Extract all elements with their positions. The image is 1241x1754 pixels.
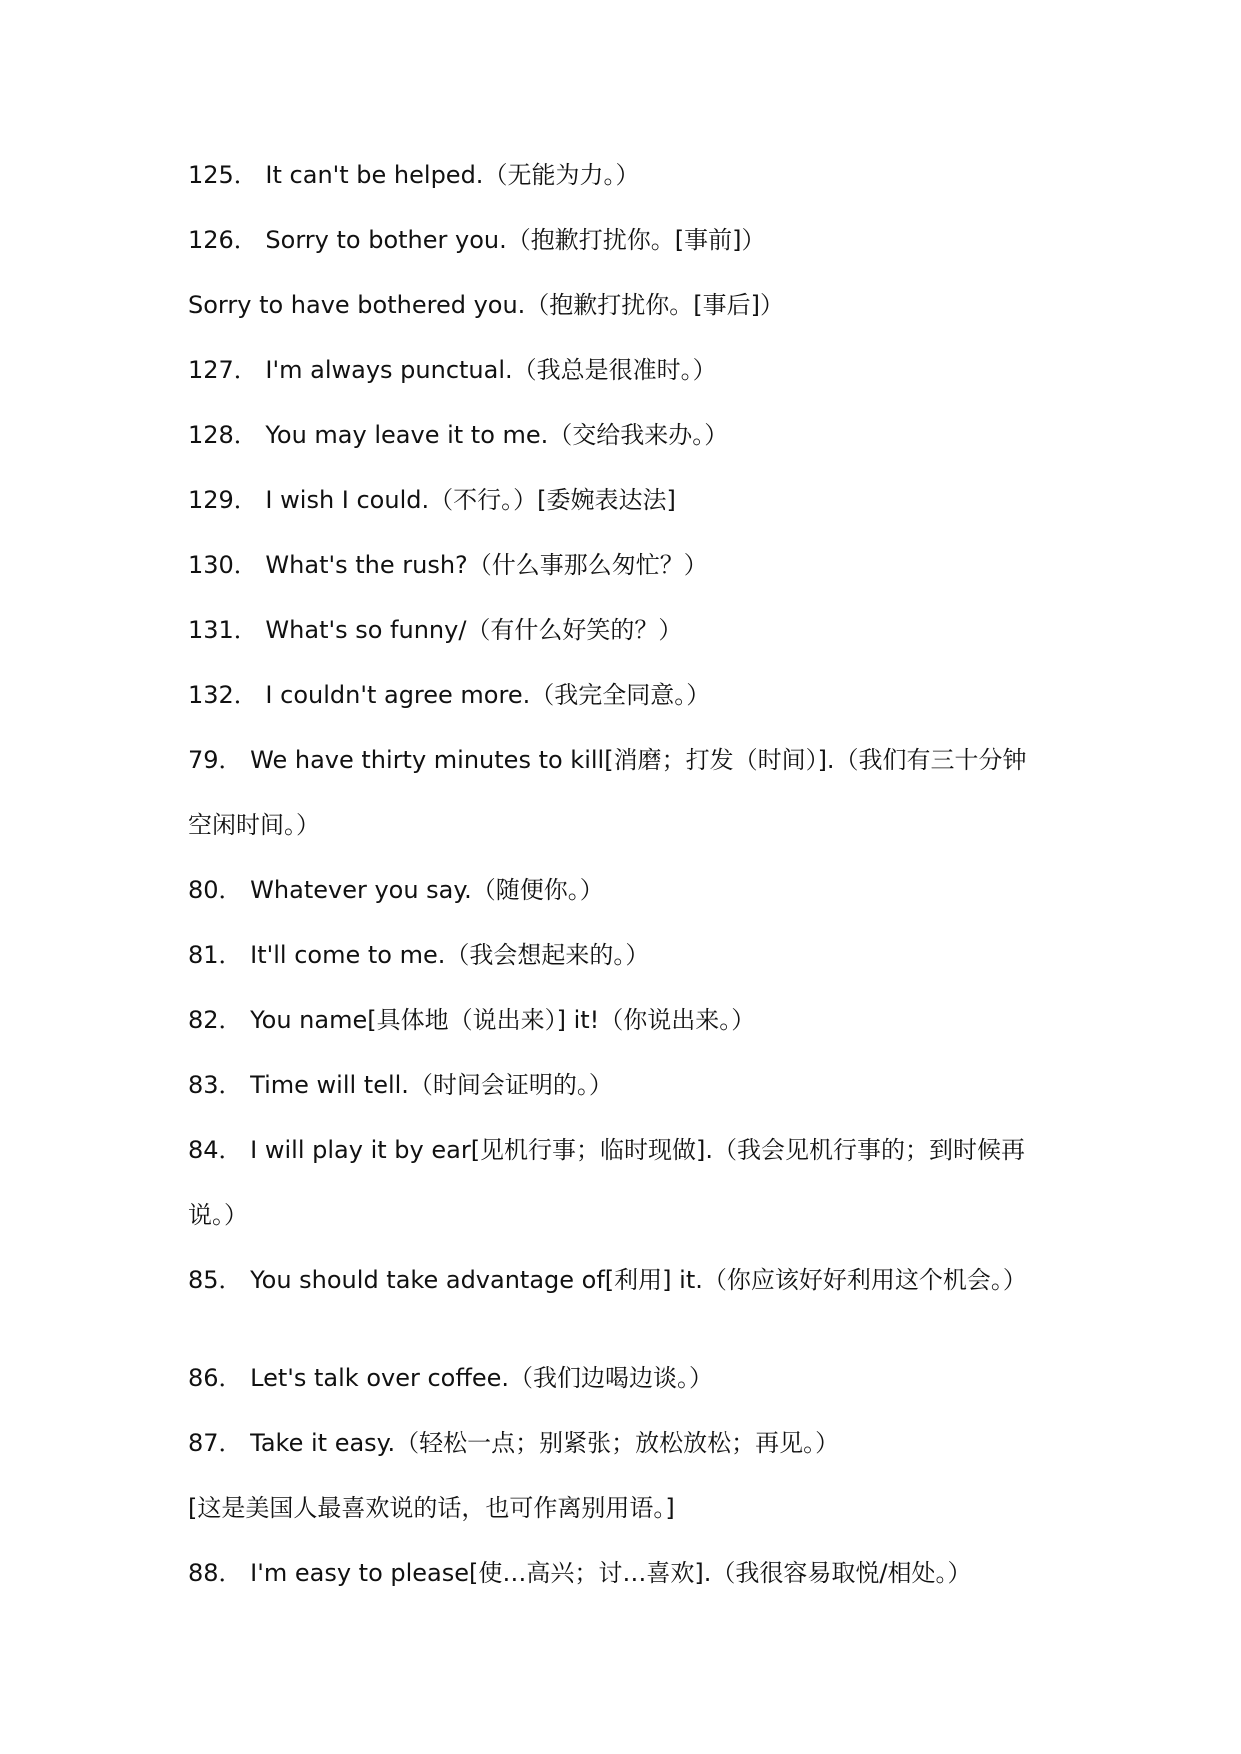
phrase-line-130: 130． What's the rush?（什么事那么匆忙？） <box>188 551 708 579</box>
phrase-line-128: 128． You may leave it to me.（交给我来办。） <box>188 421 729 449</box>
phrase-line-82: 82． You name[具体地（说出来）] it!（你说出来。） <box>188 1006 756 1034</box>
phrase-list <box>188 160 1068 1623</box>
phrase-line-131: 131． What's so funny/（有什么好笑的？） <box>188 616 683 644</box>
phrase-line-84-cont: 说。） <box>188 1201 248 1229</box>
phrase-line-85: 85． You should take advantage of[利用] it.（你应该好好利用这个机会。） <box>188 1266 1027 1294</box>
phrase-line-127: 127． I'm always punctual.（我总是很准时。） <box>188 356 717 384</box>
phrase-line-126-alt: Sorry to have bothered you.（抱歉打扰你。[事后]） <box>188 291 785 319</box>
phrase-line-125: 125． It can't be helped.（无能为力。） <box>188 161 640 189</box>
phrase-line-129: 129． I wish I could.（不行。）[委婉表达法] <box>188 486 676 514</box>
phrase-line-126: 126． Sorry to bother you.（抱歉打扰你。[事前]） <box>188 226 766 254</box>
phrase-line-86: 86． Let's talk over coffee.（我们边喝边谈。） <box>188 1364 714 1392</box>
phrase-line-84: 84． I will play it by ear[见机行事；临时现做].（我会见机行事的；到时候再 <box>188 1136 1026 1164</box>
phrase-line-80: 80． Whatever you say.（随便你。） <box>188 876 604 904</box>
phrase-line-132: 132． I couldn't agree more.（我完全同意。） <box>188 681 711 709</box>
paragraph-gap <box>188 1330 1068 1363</box>
phrase-line-88: 88． I'm easy to please[使…高兴；讨…喜欢].（我很容易取悦/相处。） <box>188 1559 972 1587</box>
phrase-line-79: 79． We have thirty minutes to kill[消磨；打发（时间）].（我们有三十分钟 <box>188 746 1027 774</box>
phrase-line-83: 83． Time will tell.（时间会证明的。） <box>188 1071 613 1099</box>
phrase-line-79-cont: 空闲时间。） <box>188 811 320 839</box>
phrase-line-87-note: [这是美国人最喜欢说的话，也可作离别用语。] <box>188 1494 675 1522</box>
phrase-line-87: 87． Take it easy.（轻松一点；别紧张；放松放松；再见。） <box>188 1429 840 1457</box>
phrase-line-81: 81． It'll come to me.（我会想起来的。） <box>188 941 650 969</box>
